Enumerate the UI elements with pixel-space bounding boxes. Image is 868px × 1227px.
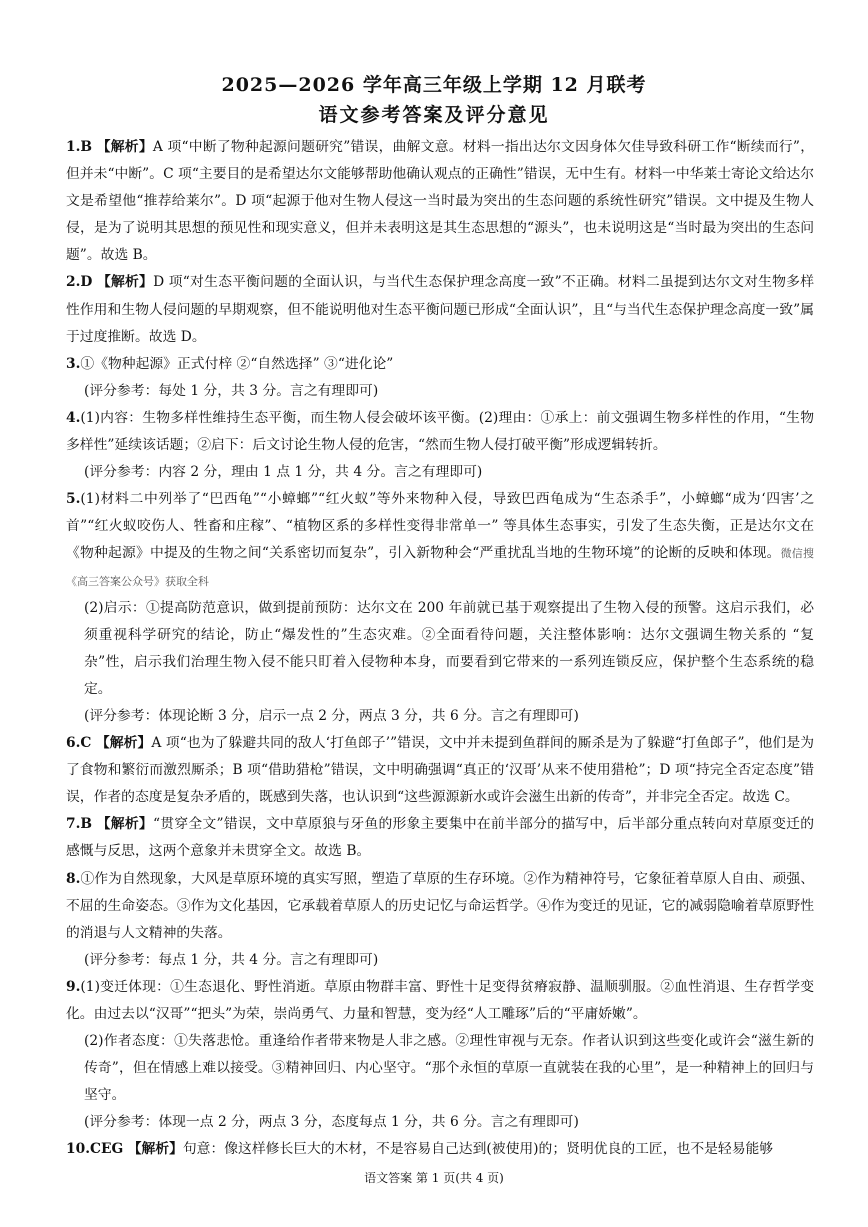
- item-text: ①《物种起源》正式付梓 ②“自然选择” ③“进化论”: [80, 355, 394, 372]
- item-text: (1)材料二中列举了“巴西龟”“小蟑螂”“红火蚁”等外来物种入侵，导致巴西龟成为“生态杀手”，小蟑螂“成为‘四害’之首”“红火蚁咬伤人、牲畜和庄稼”、“植物区系的多样性变得非常单一” 等具体生态事实，引发了生态失衡，正是达尔文在《物种起源》中提及的生物之间“关系密切而复杂”，引入新物种会“严重扰乱当地的生物环境”的论断的反映和体现。: [66, 491, 814, 562]
- item-number: 6.C: [66, 735, 92, 752]
- item-text: 句意：像这样修长巨大的木材，不是容易自己达到(被使用)的；贤明优良的工匠，也不是轻易能够: [182, 1141, 774, 1158]
- item-number: 8.: [66, 870, 81, 887]
- answer-subtitle: 语文参考答案及评分意见: [318, 104, 550, 126]
- answer-item-2: [66, 269, 814, 350]
- watermark-text: 微信搜《高三答案公众号》获取全科: [66, 547, 815, 588]
- item-text: A 项“中断了物种起源问题研究”错误，曲解文意。材料一指出达尔文因身体欠佳导致科研工作“断续而行”，但并未“中断”。C 项“主要目的是希望达尔文能够帮助他确认观点的正确性”错误，无中生有。材料一中华莱士寄论文给达尔文是希望他“推荐给莱尔”。D 项“起源于他对生物人侵这一当时最为突出的生态问题的系统性研究”错误。文中提及生物人侵，是为了说明其思想的预见性和现实意义，但并未表明这是其生态思想的“源头”，也未说明这是“当时最为突出的生态问题”。故选 B。: [66, 139, 815, 264]
- scoring-note: (评分参考：体现一点 2 分，两点 3 分，态度每点 1 分，共 6 分。言之有理即可): [84, 1114, 579, 1131]
- answer-item-3: [66, 351, 814, 378]
- exam-title: 2025—2026 学年高三年级上学期 12 月联考: [221, 74, 647, 96]
- item-number: 10.CEG: [66, 1141, 124, 1158]
- scoring-note: (评分参考：体现论断 3 分，启示一点 2 分，两点 3 分，共 6 分。言之有理即可): [84, 707, 579, 724]
- answer-item-5: [66, 486, 814, 594]
- analysis-tag: 【解析】: [96, 816, 153, 833]
- item-number: 3.: [66, 355, 81, 372]
- scoring-note: (评分参考：每处 1 分，共 3 分。言之有理即可): [84, 382, 379, 399]
- sub-answer: (2)启示：①提高防范意识，做到提前预防：达尔文在 200 年前就已基于观察提出了生物入侵的预警。这启示我们，必须重视科学研究的结论，防止“爆发性的”生态灾难。②全面看待问题，关注整体影响：达尔文强调生物关系的 “复杂”性，启示我们治理生物入侵不能只盯着入侵物种本身，而要看到它带来的一系列连锁反应，保护整个生态系统的稳定。: [84, 599, 814, 697]
- item-text: ①作为自然现象，大风是草原环境的真实写照，塑造了草原的生存环境。②作为精神符号，它象征着草原人自由、顽强、不屈的生命姿态。③作为文化基因，它承载着草原人的历史记忆与命运哲学。④作为变迁的见证，它的减弱隐喻着草原野性的消退与人文精神的失落。: [66, 870, 814, 941]
- item-text: “贯穿全文”错误，文中草原狼与牙鱼的形象主要集中在前半部分的描写中，后半部分重点转向对草原变迁的感慨与反思，这两个意象并未贯穿全文。故选 B。: [66, 816, 815, 860]
- item-text: (1)变迁体现：①生态退化、野性消逝。草原由物群丰富、野性十足变得贫瘠寂静、温顺驯服。②血性消退、生存哲学变化。由过去以“汉哥”“把头”为荣，崇尚勇气、力量和智慧，变为经“人工雕琢”后的“平庸娇嫩”。: [66, 978, 814, 1022]
- answer-item-1: [66, 134, 814, 269]
- answer-content: [66, 134, 814, 1164]
- item-text: A 项“也为了躲避共同的敌人‘打鱼郎子’”错误，文中并未提到鱼群间的厮杀是为了躲避“打鱼郎子”，他们是为了食物和繁衍而激烈厮杀；B 项“借助猎枪”错误，文中明确强调“真正的‘汉哥’从来不使用猎枪”；D 项“持完全否定态度”错误，作者的态度是复杂矛盾的，既感到失落，也认识到“这些源源新水或许会滋生出新的传奇”，并非完全否定。故选 C。: [66, 735, 814, 806]
- item-number: 9.: [66, 978, 81, 995]
- item-number: 7.B: [66, 816, 93, 833]
- scoring-note: (评分参考：每点 1 分，共 4 分。言之有理即可): [84, 951, 379, 968]
- scoring-note: (评分参考：内容 2 分，理由 1 点 1 分，共 4 分。言之有理即可): [84, 464, 483, 481]
- item-number: 2.D: [66, 274, 93, 291]
- answer-item-7: [66, 811, 814, 865]
- page-footer: 语文答案 第 1 页(共 4 页): [364, 1171, 504, 1185]
- item-number: 5.: [66, 491, 81, 508]
- answer-item-9: [66, 974, 814, 1028]
- answer-item-10: [66, 1136, 814, 1163]
- analysis-tag: 【解析】: [96, 274, 154, 291]
- sub-answer: (2)作者态度：①失落悲怆。重逢给作者带来物是人非之感。②理性审视与无奈。作者认识到这些变化或许会“滋生新的传奇”，但在情感上难以接受。③精神回归、内心坚守。“那个永恒的草原一直就装在我的心里”，是一种精神上的回归与坚守。: [84, 1033, 814, 1104]
- item-number: 1.B: [66, 139, 93, 155]
- analysis-tag: 【解析】: [95, 735, 152, 752]
- item-text: D 项“对生态平衡问题的全面认识，与当代生态保护理念高度一致”不正确。材料二虽提到达尔文对生物多样性作用和生物人侵问题的早期观察，但不能说明他对生态平衡问题已形成“全面认识”，且“与当代生态保护理念高度一致”属于过度推断。故选 D。: [66, 274, 814, 345]
- analysis-tag: 【解析】: [96, 139, 153, 155]
- answer-item-6: [66, 730, 814, 811]
- item-number: 4.: [66, 409, 81, 426]
- answer-item-8: [66, 866, 814, 947]
- item-text: (1)内容：生物多样性维持生态平衡，而生物人侵会破坏该平衡。(2)理由：①承上：前文强调生物多样性的作用，“生物多样性”延续该话题；②启下：后文讨论生物人侵的危害，“然而生物人侵打破平衡”形成逻辑转折。: [66, 409, 814, 454]
- answer-item-4: [66, 405, 814, 459]
- analysis-tag: 【解析】: [127, 1141, 183, 1158]
